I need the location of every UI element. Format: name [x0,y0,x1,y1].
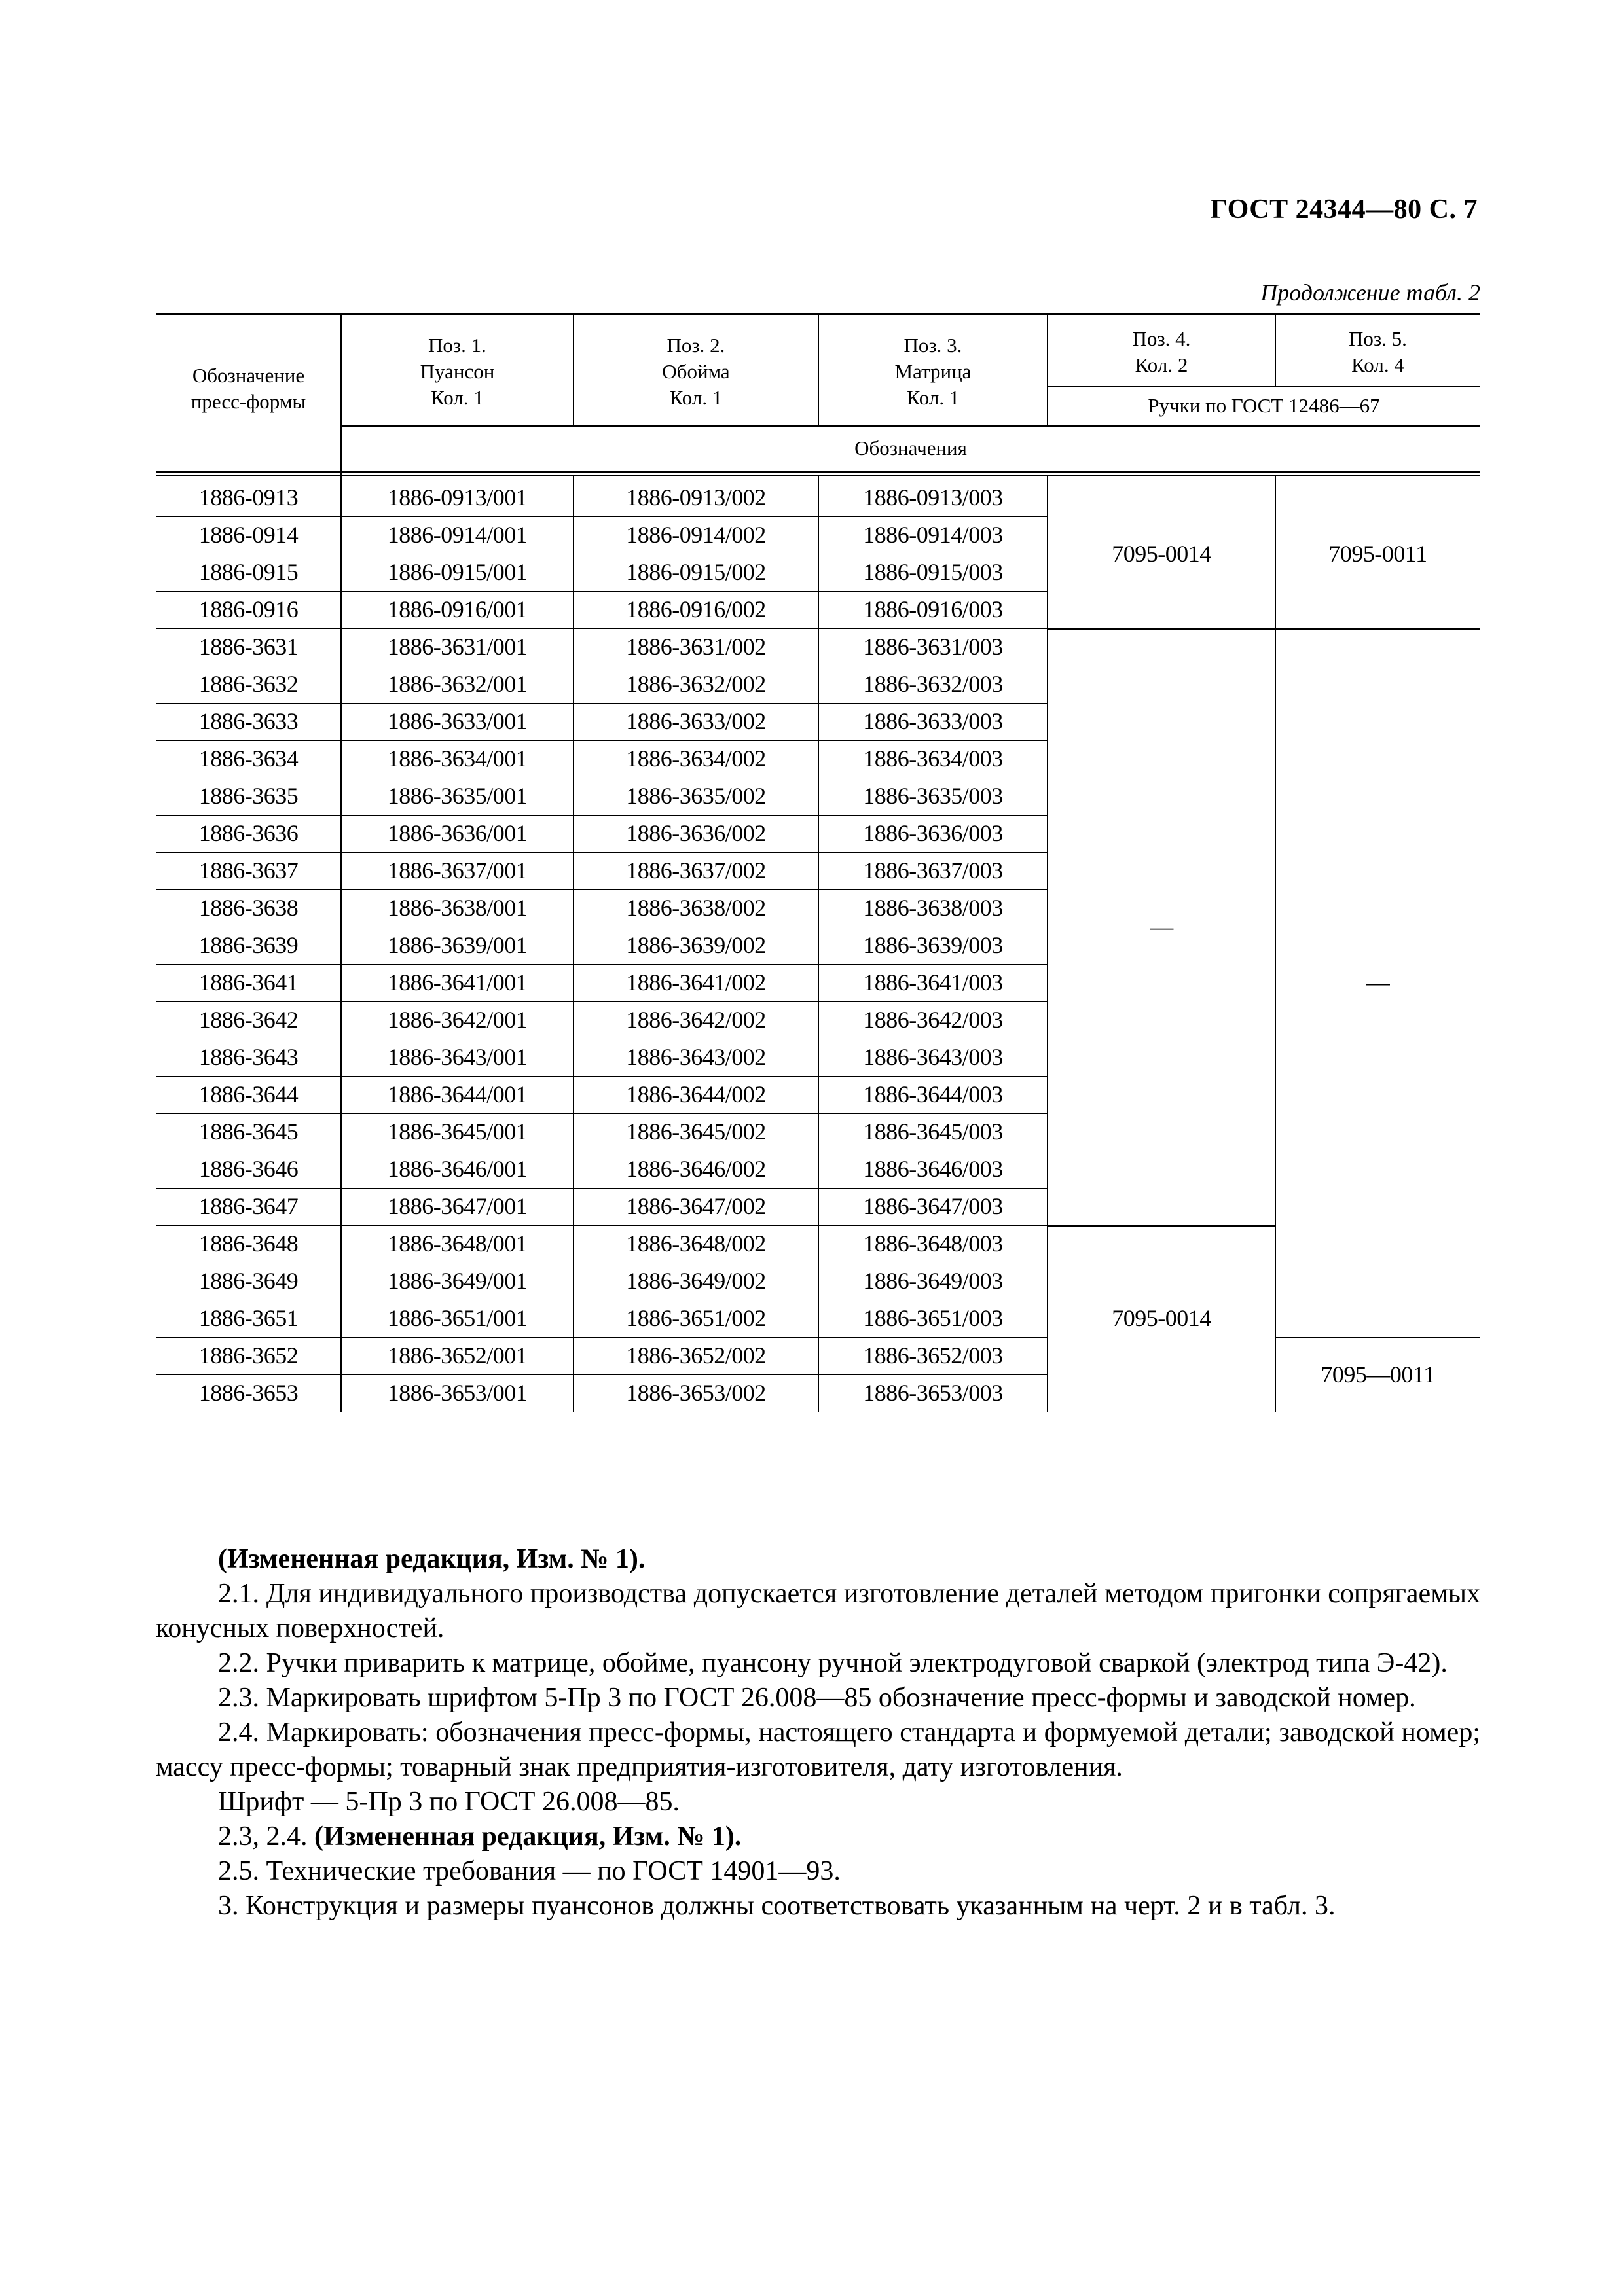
amendment-note-2: 2.3, 2.4. (Измененная редакция, Изм. № 1). [218,1821,742,1852]
header-matrix-line: Кол. 1 [906,386,960,409]
table-cell: 1886-0914/003 [863,522,1003,548]
table-cell: 1886-3652 [198,1342,299,1369]
merged-cell: 7095-0011 [1328,541,1427,567]
table-cell: 1886-3633/002 [626,708,766,734]
table-cell: 1886-3648/003 [863,1230,1003,1257]
header-holder-line: Обойма [662,360,730,383]
table-cell: 1886-3651 [198,1305,299,1331]
table-cell: 1886-3649 [198,1268,299,1294]
header-punch-line: Поз. 1. [428,334,486,357]
table-cell: 1886-3647/002 [626,1193,766,1219]
table-cell: 1886-0916/003 [863,596,1003,622]
table-cell: 1886-3647/003 [863,1193,1003,1219]
table-cell: 1886-3632 [198,671,299,697]
header-handles: Ручки по ГОСТ 12486—67 [1148,394,1380,417]
table-cell: 1886-3637/002 [626,857,766,884]
table-cell: 1886-3647 [198,1193,299,1219]
table-cell: 1886-3638 [198,895,299,921]
table-cell: 1886-3652/003 [863,1342,1003,1369]
merged-cell: 7095-0014 [1112,1305,1211,1331]
table-cell: 1886-3631/001 [387,634,528,660]
table-cell: 1886-3643/001 [387,1044,528,1070]
paragraph-3: 3. Конструкция и размеры пуансонов должны соответствовать указанным на черт. 2 и в табл. 3. [218,1891,1336,1921]
table-cell: 1886-3639/003 [863,932,1003,958]
table-cell: 1886-3636/002 [626,820,766,846]
table-cell: 1886-3648 [198,1230,299,1257]
table-cell: 1886-3645/003 [863,1119,1003,1145]
header-matrix-line: Поз. 3. [903,334,962,357]
header-pos4-line: Поз. 4. [1132,327,1191,350]
table-cell: 1886-3633/001 [387,708,528,734]
table-cell: 1886-0916/002 [626,596,766,622]
amendment-note: (Измененная редакция, Изм. № 1). [218,1544,646,1574]
paragraph-2-2: 2.2. Ручки приварить к матрице, обойме, пуансону ручной электродуговой сваркой (электрод типа Э-42). [218,1648,1448,1678]
header-pos4-line: Кол. 2 [1135,353,1188,376]
table-cell: 1886-3637/003 [863,857,1003,884]
table-cell: 1886-3652/002 [626,1342,766,1369]
table-cell: 1886-3642/003 [863,1007,1003,1033]
table-cell: 1886-3642/002 [626,1007,766,1033]
merged-cell: 7095-0014 [1112,541,1211,567]
table-cell: 1886-3648/001 [387,1230,528,1257]
table-cell: 1886-0914/001 [387,522,528,548]
paragraph-2-5: 2.5. Технические требования — по ГОСТ 14901—93. [218,1856,841,1886]
header-designation-line: пресс-формы [191,390,306,413]
font-note: Шрифт — 5-Пр 3 по ГОСТ 26.008—85. [218,1787,680,1817]
paragraph-2-3: 2.3. Маркировать шрифтом 5-Пр 3 по ГОСТ 26.008—85 обозначение пресс-формы и заводской номер. [218,1683,1416,1713]
table-cell: 1886-0914 [198,522,299,548]
table-cell: 1886-3638/002 [626,895,766,921]
table-cell: 1886-3643/002 [626,1044,766,1070]
table-cell: 1886-3644/002 [626,1081,766,1107]
table-cell: 1886-3647/001 [387,1193,528,1219]
table-cell: 1886-3643 [198,1044,299,1070]
header-holder-line: Поз. 2. [666,334,725,357]
header-pos5-line: Поз. 5. [1349,327,1407,350]
table-cell: 1886-3641 [198,969,299,996]
table-cell: 1886-3642 [198,1007,299,1033]
paragraph-2-4: 2.4. Маркировать: обозначения пресс-формы, настоящего стандарта и формуемой детали; заводской номер; массу пресс-формы; товарный знак предприятия-изготовителя, дату изготовления. [156,1717,1480,1782]
table-cell: 1886-0914/002 [626,522,766,548]
table-cell: 1886-3636/003 [863,820,1003,846]
table-cell: 1886-0913/001 [387,484,528,511]
table-cell: 1886-3653/001 [387,1380,528,1406]
table-cell: 1886-3648/002 [626,1230,766,1257]
page-header: ГОСТ 24344—80 С. 7 [1210,194,1478,224]
table-cell: 1886-3652/001 [387,1342,528,1369]
table-cell: 1886-3633 [198,708,299,734]
table-cell: 1886-3645 [198,1119,299,1145]
table-cell: 1886-3639 [198,932,299,958]
header-matrix-line: Матрица [894,360,972,383]
header-designation-line: Обозначение [192,364,305,387]
header-designations: Обозначения [854,437,967,459]
paragraph-2-1: 2.1. Для индивидуального производства допускается изготовление деталей методом пригонки сопрягаемых конусных поверхностей. [156,1579,1480,1643]
table-cell: 1886-3653 [198,1380,299,1406]
table-cell: 1886-0916 [198,596,299,622]
table-cell: 1886-0913 [198,484,299,511]
table-cell: 1886-3631 [198,634,299,660]
table-cell: 1886-3636 [198,820,299,846]
table-rule [156,471,1480,473]
table-cell: 1886-0915/003 [863,559,1003,585]
table-cell: 1886-3632/002 [626,671,766,697]
table-cell: 1886-3637 [198,857,299,884]
table-cell: 1886-3639/002 [626,932,766,958]
header-punch-line: Пуансон [420,360,495,383]
table-cell: 1886-3639/001 [387,932,528,958]
text-section [156,1542,1480,1924]
table-cell: 1886-3649/003 [863,1268,1003,1294]
table-cell: 1886-0915/001 [387,559,528,585]
table-cell: 1886-3642/001 [387,1007,528,1033]
table-cell: 1886-3644/003 [863,1081,1003,1107]
table-cell: 1886-0915/002 [626,559,766,585]
table-cell: 1886-3636/001 [387,820,528,846]
table-cell: 1886-3653/002 [626,1380,766,1406]
table-cell: 1886-3634/002 [626,745,766,772]
table-cell: 1886-3651/003 [863,1305,1003,1331]
table-cell: 1886-0915 [198,559,299,585]
table-cell: 1886-3634/001 [387,745,528,772]
table-cell: 1886-0916/001 [387,596,528,622]
table-cell: 1886-3651/002 [626,1305,766,1331]
table-cell: 1886-3644 [198,1081,299,1107]
merged-cell: — [1150,914,1173,940]
table-cell: 1886-3632/003 [863,671,1003,697]
header-pos5-line: Кол. 4 [1351,353,1404,376]
table-cell: 1886-3632/001 [387,671,528,697]
table-cell: 1886-3646/003 [863,1156,1003,1182]
table-cell: 1886-3641/003 [863,969,1003,996]
table-cell: 1886-3635/001 [387,783,528,809]
merged-cell: 7095—0011 [1321,1361,1435,1388]
table-cell: 1886-3635 [198,783,299,809]
table-cell: 1886-3649/001 [387,1268,528,1294]
table-cell: 1886-3641/001 [387,969,528,996]
merged-cell: — [1366,969,1390,996]
header-punch-line: Кол. 1 [431,386,484,409]
table-cell: 1886-3631/003 [863,634,1003,660]
table-cell: 1886-3645/002 [626,1119,766,1145]
table-cell: 1886-3643/003 [863,1044,1003,1070]
table-cell: 1886-3635/003 [863,783,1003,809]
table-cell: 1886-3638/001 [387,895,528,921]
table-cell: 1886-3637/001 [387,857,528,884]
header-holder-line: Кол. 1 [669,386,723,409]
table-cell: 1886-3646/001 [387,1156,528,1182]
table-cell: 1886-3633/003 [863,708,1003,734]
table-cell: 1886-3649/002 [626,1268,766,1294]
table-cell: 1886-0913/002 [626,484,766,511]
table-cell: 1886-3644/001 [387,1081,528,1107]
table-cell: 1886-0913/003 [863,484,1003,511]
table-cell: 1886-3635/002 [626,783,766,809]
table-cell: 1886-3631/002 [626,634,766,660]
table-cell: 1886-3634 [198,745,299,772]
table-cell: 1886-3651/001 [387,1305,528,1331]
table-cell: 1886-3646 [198,1156,299,1182]
table-cell: 1886-3641/002 [626,969,766,996]
table-cell: 1886-3653/003 [863,1380,1003,1406]
table-caption: Продолжение табл. 2 [1260,279,1480,306]
table-cell: 1886-3646/002 [626,1156,766,1182]
table-cell: 1886-3638/003 [863,895,1003,921]
table-cell: 1886-3634/003 [863,745,1003,772]
data-table [156,313,1480,1445]
table-cell: 1886-3645/001 [387,1119,528,1145]
